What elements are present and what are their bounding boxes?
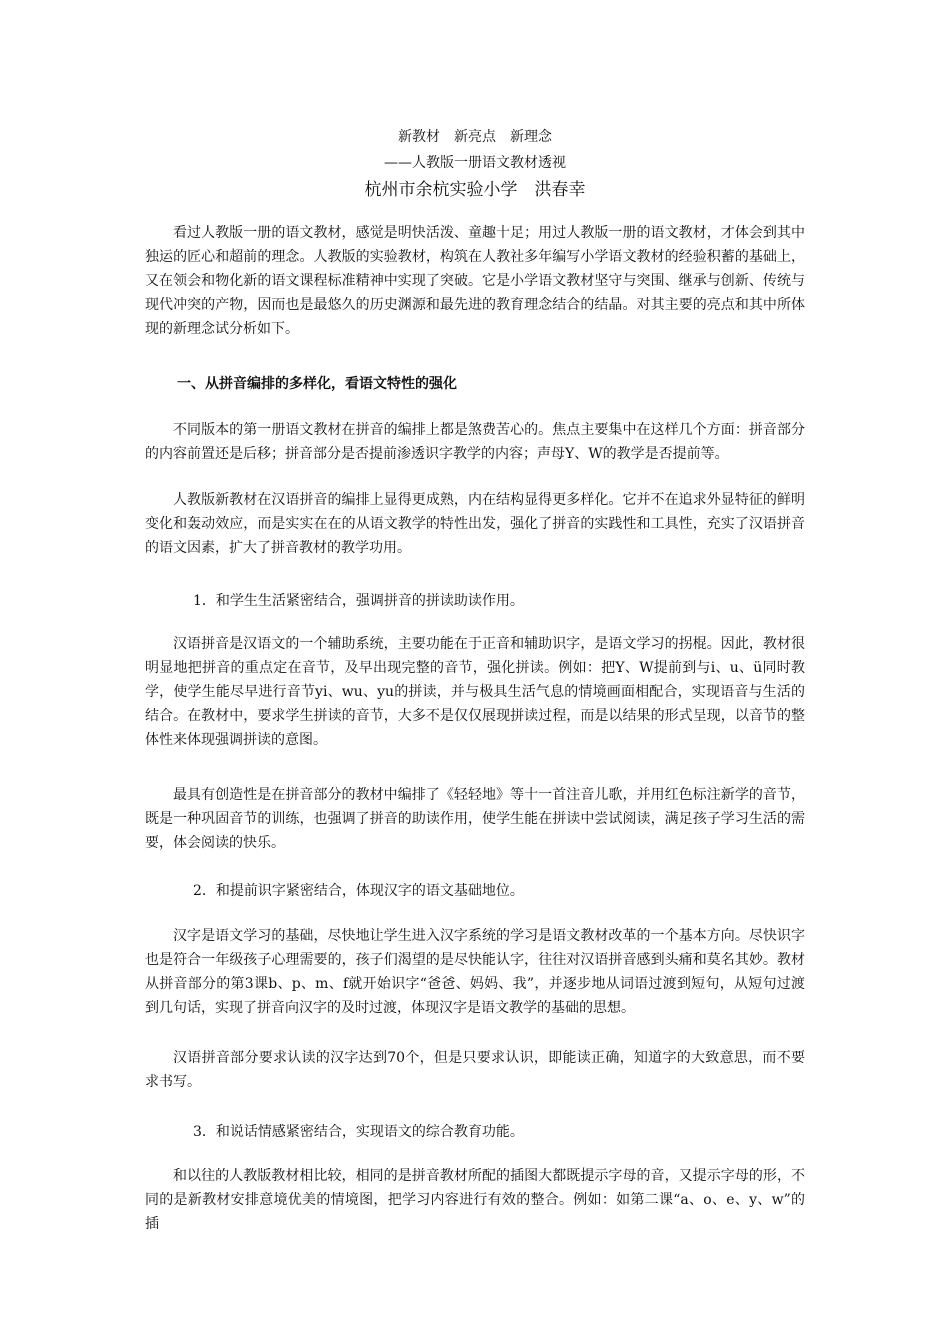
paragraph-2: 人教版新教材在汉语拼音的编排上显得更成熟，内在结构显得更多样化。它并不在追求外显特征的鲜明变化和轰动效应，而是实实在在的从语文教学的特性出发，强化了拼音的实践性和工具性，充实了汉语拼音的语文因素，扩大了拼音教材的教学功用。 — [145, 492, 805, 556]
paragraph-7: 和以往的人教版教材相比较，相同的是拼音教材所配的插图大都既提示字母的音，又提示字母的形，不同的是新教材安排意境优美的情境图，把学习内容进行有效的整合。例如：如第二课“a、o、e、y、w”的插 — [145, 1168, 805, 1232]
subheading-2: 2．和提前识字紧密结合，体现汉字的语文基础地位。 — [193, 883, 524, 899]
paragraph-3: 汉语拼音是汉语文的一个辅助系统，主要功能在于正音和辅助识字，是语文学习的拐棍。因此，教材很明显地把拼音的重点定在音节，及早出现完整的音节，强化拼读。例如：把Y、W提前到与i、u、ü同时教学，使学生能尽早进行音节yi、wu、yu的拼读，并与极具生活气息的情境画面相配合，实现语音与生活的结合。在教材中，要求学生拼读的音节，大多不是仅仅展现拼读过程，而是以结果的形式呈现，以音节的整体性来体现强调拼读的意图。 — [145, 636, 805, 748]
paragraph-6: 汉语拼音部分要求认读的汉字达到70个，但是只要求认识，即能读正确，知道字的大致意思，而不要求书写。 — [145, 1050, 805, 1090]
author-line: 杭州市余杭实验小学 洪春幸 — [364, 180, 586, 200]
intro-paragraph: 看过人教版一册的语文教材，感觉是明快活泼、童趣十足；用过人教版一册的语文教材，才体会到其中独运的匠心和超前的理念。人教版的实验教材，构筑在人教社多年编写小学语文教材的经验积蓄的基础上，又在领会和物化新的语文课程标准精神中实现了突破。它是小学语文教材坚守与突围、继承与创新、传统与现代冲突的产物，因而也是最悠久的历史渊源和最先进的教育理念结合的结晶。对其主要的亮点和其中所体现的新理念试分析如下。 — [145, 225, 805, 337]
paragraph-1: 不同版本的第一册语文教材在拼音的编排上都是煞费苦心的。焦点主要集中在这样几个方面：拼音部分的内容前置还是后移；拼音部分是否提前渗透识字教学的内容；声母Y、W的教学是否提前等。 — [145, 422, 805, 462]
paragraph-5: 汉字是语文学习的基础，尽快地让学生进入汉字系统的学习是语文教材改革的一个基本方向。尽快识字也是符合一年级孩子心理需要的，孩子们渴望的是尽快能认字，往往对汉语拼音感到头痛和莫名其妙。教材从拼音部分的第3课b、p、m、f就开始识字“爸爸、妈妈、我”，并逐步地从词语过渡到短句，从短句过渡到几句话，实现了拼音向汉字的及时过渡，体现汉字是语文教学的基础的思想。 — [145, 928, 805, 1016]
paragraph-4: 最具有创造性是在拼音部分的教材中编排了《轻轻地》等十一首注音儿歌，并用红色标注新学的音节，既是一种巩固音节的训练，也强调了拼音的助读作用，使学生能在拼读中尝试阅读，满足孩子学习生活的需要，体会阅读的快乐。 — [145, 787, 805, 851]
title-line-1: 新教材 新亮点 新理念 — [398, 129, 552, 145]
subheading-3: 3．和说话情感紧密结合，实现语文的综合教育功能。 — [193, 1124, 524, 1140]
title-line-2: ——人教版一册语文教材透视 — [384, 155, 566, 171]
subheading-1: 1．和学生生活紧密结合，强调拼音的拼读助读作用。 — [193, 593, 524, 609]
section-heading-1: 一、从拼音编排的多样化，看语文特性的强化 — [177, 376, 457, 392]
